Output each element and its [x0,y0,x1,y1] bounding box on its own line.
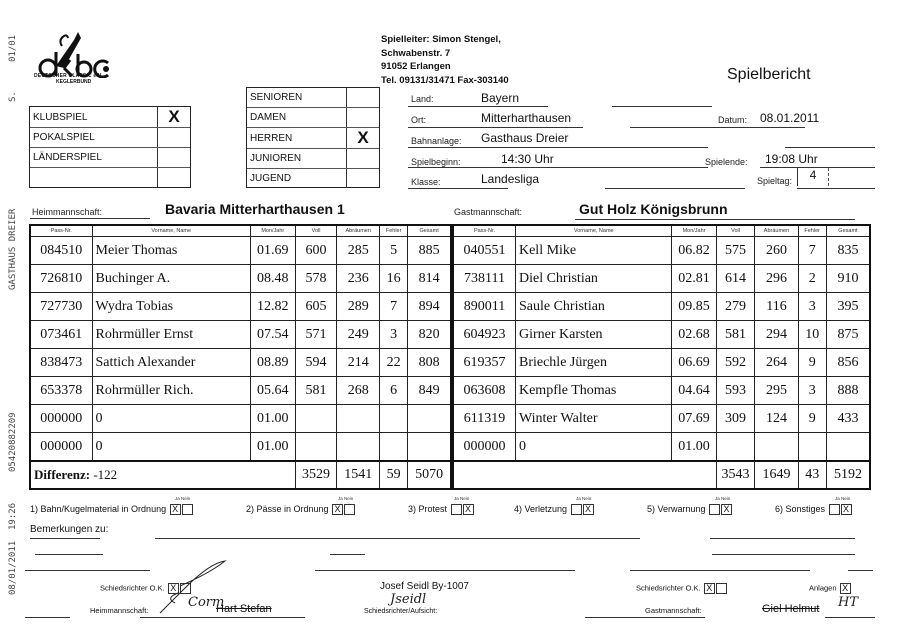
voll-score[interactable]: 592 [716,349,755,377]
gesamt-score[interactable]: 888 [826,377,870,405]
guest-name-underline [575,219,855,220]
voll-score[interactable]: 605 [295,293,337,321]
gesamt-score[interactable]: 910 [826,265,870,293]
abraeumen-score[interactable]: 260 [755,237,798,265]
guest-team-label: Gastmannschaft: [454,207,523,217]
home-total-voll: 3529 [295,461,337,489]
voll-score[interactable]: 593 [716,377,755,405]
category-jugend[interactable]: JUGEND [247,169,379,189]
voll-score[interactable] [716,433,755,462]
senioren-checkbox[interactable] [347,88,380,108]
spieltag-underline [797,188,875,189]
check-item-3: 3) Protest Ja Nein X [408,504,474,515]
spielleiter-street: Schwabenstr. 7 [381,47,451,59]
player-row [30,237,451,265]
fehler-count[interactable]: 22 [380,349,408,377]
birth-month-year[interactable]: 09.85 [672,293,716,321]
birth-month-year[interactable]: 02.68 [672,321,716,349]
spielbeginn-underline [408,167,708,168]
abraeumen-score[interactable]: 294 [755,321,798,349]
s-marker: S. [8,91,18,102]
col-pass-nr: Pass-Nr. [453,225,515,237]
voll-score[interactable]: 581 [295,377,337,405]
ja-nein-header: Ja Nein [835,496,851,501]
fehler-count[interactable]: 9 [798,405,826,433]
check-item-1: 1) Bahn/Kugelmaterial in Ordnung Ja Nein X [30,504,193,515]
category-herren[interactable]: HERREN X [247,128,379,149]
player-name[interactable]: Rohrmüller Rich. [92,377,250,405]
col-mon-jahr: Mon/Jahr [250,225,295,237]
birth-month-year[interactable]: 06.82 [672,237,716,265]
fax-number: 05420882209 [8,412,18,472]
gesamt-score[interactable]: 433 [826,405,870,433]
check-2-ja[interactable]: X [332,504,343,515]
ja-nein-header: Ja Nein [576,496,592,501]
spielleiter-city: 91052 Erlangen [381,61,451,72]
fehler-count[interactable]: 6 [380,377,408,405]
home-sign-label: Heimmannschaft: [90,606,149,615]
abraeumen-score[interactable]: 116 [755,293,798,321]
category-damen[interactable]: DAMEN [247,108,379,128]
left-referee-ok-label: Schiedsrichter O.K. [100,583,165,593]
check-3-nein[interactable]: X [463,504,474,515]
referee-signature: Jseidl [390,592,427,607]
abraeumen-score[interactable]: 285 [337,237,380,265]
datum-label: Datum: [718,115,748,125]
ort-value[interactable]: Mitterharthausen [481,111,572,125]
empty-checkbox[interactable] [158,168,191,188]
player-name[interactable]: Winter Walter [515,405,672,433]
check-item-6: 6) Sonstiges Ja Nein X [775,496,851,515]
pass-number[interactable]: 738111 [453,265,515,293]
right-referee-ok-label: Schiedsrichter O.K. [636,583,701,593]
birth-month-year[interactable]: 01.00 [250,405,295,433]
game-type-klubspiel[interactable]: KLUBSPIEL X [30,107,190,128]
voll-score[interactable]: 614 [716,265,755,293]
guest-header-row [453,225,870,237]
abraeumen-score[interactable]: 289 [337,293,380,321]
check-6-ja[interactable] [829,504,840,515]
right-referee-ok [636,583,727,594]
voll-score[interactable] [295,433,337,462]
ja-nein-header: Ja Nein [338,496,354,501]
home-sign-name: Hart Stefan [216,603,272,615]
gesamt-score[interactable]: 808 [408,349,451,377]
col-gesamt: Gesamt [408,225,451,237]
birth-month-year[interactable]: 01.00 [250,433,295,462]
remarks-line [30,538,100,539]
voll-score[interactable]: 594 [295,349,337,377]
extra-underline-1 [612,106,712,107]
col-voll: Voll [295,225,337,237]
guest-total-gesamt: 5192 [826,461,870,489]
home-total-fehler: 59 [380,461,408,489]
pass-number[interactable]: 040551 [453,237,515,265]
player-name[interactable]: 0 [515,433,672,462]
pass-number[interactable]: 619357 [453,349,515,377]
check-1-nein[interactable] [182,504,193,515]
home-label-underline [30,218,150,219]
check-4-nein[interactable]: X [583,504,594,515]
check-2-nein[interactable] [344,504,355,515]
klubspiel-checkbox[interactable]: X [158,107,191,128]
player-row [30,405,451,433]
herren-checkbox[interactable]: X [347,128,380,149]
guest-team-name[interactable]: Gut Holz Königsbrunn [579,201,728,217]
referee-label: Schiedsrichter/Aufsicht: [364,608,438,615]
home-totals-row [30,461,451,489]
player-row [30,265,451,293]
pass-number[interactable]: 838473 [30,349,92,377]
remarks-line[interactable] [330,554,365,555]
player-row [30,349,451,377]
pass-number[interactable]: 727730 [30,293,92,321]
fehler-count[interactable]: 5 [380,237,408,265]
col-abraeumen: Abräumen [755,225,798,237]
fehler-count[interactable]: 7 [798,237,826,265]
home-score-table [29,224,452,490]
col-gesamt: Gesamt [826,225,870,237]
fax-time: 19:26 [8,502,18,530]
datum-underline [630,127,805,128]
guest-totals-row [453,461,870,489]
check-5-ja[interactable] [709,504,720,515]
voll-score[interactable]: 309 [716,405,755,433]
birth-month-year[interactable]: 02.81 [672,265,716,293]
bowler-figure-icon [34,28,114,78]
check-3-ja[interactable] [451,504,462,515]
extra-underline-2 [785,147,875,148]
voll-score[interactable]: 581 [716,321,755,349]
col-pass-nr: Pass-Nr. [30,225,92,237]
birth-month-year[interactable]: 04.64 [672,377,716,405]
spielende-value[interactable]: 19:08 Uhr [765,152,818,166]
fehler-count[interactable] [380,405,408,433]
spielleiter-phone: Tel. 09131/31471 Fax-303140 [381,74,509,86]
pass-number[interactable]: 000000 [453,433,515,462]
abraeumen-score[interactable] [337,433,380,462]
pass-number[interactable]: 653378 [30,377,92,405]
spielende-label: Spielende: [705,157,748,167]
gesamt-score[interactable]: 894 [408,293,451,321]
pass-number[interactable]: 604923 [453,321,515,349]
spieltag-value[interactable]: 4 [797,168,829,186]
anlagen-label: Anlagen [809,583,837,593]
col-fehler: Fehler [798,225,826,237]
remarks-line[interactable] [630,570,810,571]
check-item-4: 4) Verletzung Ja Nein X [514,504,594,515]
remarks-line[interactable] [712,554,855,555]
abraeumen-score[interactable]: 214 [337,349,380,377]
birth-month-year[interactable]: 08.89 [250,349,295,377]
spieltag-label: Spieltag: [757,176,793,186]
col-voll: Voll [716,225,755,237]
player-name[interactable]: Meier Thomas [92,237,250,265]
guest-total-abraeumen: 1649 [755,461,798,489]
remarks-line[interactable] [25,570,150,571]
voll-score[interactable]: 578 [295,265,337,293]
abraeumen-score[interactable]: 124 [755,405,798,433]
player-row [30,433,451,462]
check-4-ja[interactable] [571,504,582,515]
fehler-count[interactable]: 3 [798,377,826,405]
birth-month-year[interactable]: 07.54 [250,321,295,349]
pass-number[interactable]: 000000 [30,405,92,433]
birth-month-year[interactable]: 05.64 [250,377,295,405]
player-name[interactable]: 0 [92,433,250,462]
signature-stroke-icon [150,558,230,618]
game-type-box [29,106,191,188]
guest-sign-line-2[interactable] [825,617,875,618]
guest-sign-name: Giel Helmut [762,603,820,615]
home-total-gesamt: 5070 [408,461,451,489]
left-referee-ok-ja[interactable]: X [168,583,179,594]
bahnanlage-underline [408,147,708,148]
player-row [453,377,870,405]
game-type-landerspiel[interactable]: LÄNDERSPIEL [30,148,190,168]
col-fehler: Fehler [380,225,408,237]
gesamt-score[interactable]: 814 [408,265,451,293]
category-senioren[interactable]: SENIOREN [247,88,379,108]
category-junioren[interactable]: JUNIOREN [247,149,379,169]
klasse-underline [408,188,508,189]
guest-total-fehler: 43 [798,461,826,489]
abraeumen-score[interactable] [755,433,798,462]
klasse-value[interactable]: Landesliga [481,172,540,186]
guest-sign-label: Gastmannschaft: [645,606,702,615]
gesamt-score[interactable] [408,433,451,462]
right-referee-ok-nein[interactable] [716,583,727,594]
fehler-count[interactable]: 2 [798,265,826,293]
guest-score-table [452,224,871,490]
gesamt-score[interactable]: 856 [826,349,870,377]
birth-month-year[interactable]: 08.48 [250,265,295,293]
page-title: Spielbericht [727,66,811,83]
pass-number[interactable]: 073461 [30,321,92,349]
ort-label: Ort: [411,115,426,125]
difference-value: -122 [93,467,118,482]
player-row [453,293,870,321]
abraeumen-score[interactable]: 264 [755,349,798,377]
fax-sender: GASTHAUS DREIER [8,208,18,290]
gesamt-score[interactable]: 875 [826,321,870,349]
fehler-count[interactable]: 9 [798,349,826,377]
remarks-label: Bemerkungen zu: [30,524,109,535]
birth-month-year[interactable]: 01.00 [672,433,716,462]
fehler-count[interactable] [380,433,408,462]
gesamt-score[interactable] [826,433,870,462]
spielbeginn-value[interactable]: 14:30 Uhr [501,152,554,166]
birth-month-year[interactable]: 12.82 [250,293,295,321]
logo-line2: KEGLERBUND [56,79,92,85]
player-row [30,293,451,321]
ja-nein-header: Ja Nein [454,496,470,501]
spielleiter-block [381,33,509,87]
voll-score[interactable]: 600 [295,237,337,265]
difference-label: Differenz: [34,467,91,482]
ort-underline [408,127,583,128]
damen-checkbox[interactable] [347,108,380,128]
player-name[interactable]: Saule Christian [515,293,672,321]
col-mon-jahr: Mon/Jahr [672,225,716,237]
klasse-label: Klasse: [411,177,441,187]
gesamt-score[interactable]: 849 [408,377,451,405]
abraeumen-score[interactable]: 249 [337,321,380,349]
player-name[interactable]: Diel Christian [515,265,672,293]
game-type-pokalspiel[interactable]: POKALSPIEL [30,128,190,148]
player-row [453,265,870,293]
player-name[interactable]: 0 [92,405,250,433]
player-row [30,377,451,405]
anlagen-checkbox[interactable]: X [840,583,851,594]
anlagen [809,583,851,594]
remarks-line[interactable] [155,538,640,539]
sign-line [25,617,70,618]
land-label: Land: [411,94,434,104]
birth-month-year[interactable]: 06.69 [672,349,716,377]
player-row [453,321,870,349]
extra-underline-3 [605,188,745,189]
pass-number[interactable]: 890011 [453,293,515,321]
spielleiter-name: Spielleiter: Simon Stengel, [381,34,501,45]
jugend-checkbox[interactable] [347,169,380,189]
guest-total-voll: 3543 [716,461,755,489]
check-item-2: 2) Pässe in Ordnung Ja Nein X [246,496,354,515]
ja-nein-header: Ja Nein [175,496,191,501]
landerspiel-checkbox[interactable] [158,148,191,168]
ja-nein-header: Ja Nein [715,496,731,501]
bahnanlage-label: Bahnanlage: [411,136,462,146]
remarks-line[interactable] [315,570,575,571]
voll-score[interactable]: 575 [716,237,755,265]
player-name[interactable]: Girner Karsten [515,321,672,349]
land-underline [408,106,548,107]
land-value[interactable]: Bayern [481,91,520,105]
abraeumen-score[interactable] [337,405,380,433]
page-marker: 01/01 [8,34,18,62]
player-row [453,433,870,462]
pass-number[interactable]: 000000 [30,433,92,462]
fax-date: 08/01/2011 [8,540,18,595]
voll-score[interactable]: 279 [716,293,755,321]
player-name[interactable]: Wydra Tobias [92,293,250,321]
player-name[interactable]: Buchinger A. [92,265,250,293]
fehler-count[interactable] [798,433,826,462]
remarks-line[interactable] [848,570,873,571]
abraeumen-score[interactable]: 268 [337,377,380,405]
remarks-line[interactable] [710,538,855,539]
player-name[interactable]: Rohrmüller Ernst [92,321,250,349]
player-row [453,405,870,433]
col-abraeumen: Abräumen [337,225,380,237]
abraeumen-score[interactable]: 296 [755,265,798,293]
abraeumen-score[interactable]: 236 [337,265,380,293]
pass-number[interactable]: 063608 [453,377,515,405]
check-6-nein[interactable]: X [841,504,852,515]
gesamt-score[interactable]: 885 [408,237,451,265]
home-header-row [30,225,451,237]
gesamt-score[interactable]: 835 [826,237,870,265]
gesamt-score[interactable]: 820 [408,321,451,349]
home-team-label: Heimmannschaft: [32,207,103,217]
pass-number[interactable]: 726810 [30,265,92,293]
col-name: Vorname, Name [515,225,672,237]
junioren-checkbox[interactable] [347,149,380,169]
pokalspiel-checkbox[interactable] [158,128,191,148]
check-5-nein[interactable]: X [721,504,732,515]
fehler-count[interactable]: 3 [380,321,408,349]
player-name[interactable]: Kempfle Thomas [515,377,672,405]
voll-score[interactable] [295,405,337,433]
gesamt-score[interactable]: 395 [826,293,870,321]
col-name: Vorname, Name [92,225,250,237]
game-type-empty[interactable] [30,168,190,188]
remarks-line[interactable] [35,554,103,555]
check-1-ja[interactable]: X [170,504,181,515]
fehler-count[interactable]: 10 [798,321,826,349]
fehler-count[interactable]: 3 [798,293,826,321]
gesamt-score[interactable] [408,405,451,433]
pass-number[interactable]: 084510 [30,237,92,265]
check-item-5: 5) Verwarnung Ja Nein X [647,496,731,515]
player-row [453,349,870,377]
birth-month-year[interactable]: 01.69 [250,237,295,265]
player-row [30,321,451,349]
player-name[interactable]: Briechle Jürgen [515,349,672,377]
player-name[interactable]: Kell Mike [515,237,672,265]
home-total-abraeumen: 1541 [337,461,380,489]
fehler-count[interactable]: 16 [380,265,408,293]
referee-name: Josef Seidl By-1007 [380,581,469,592]
player-row [453,237,870,265]
abraeumen-score[interactable]: 295 [755,377,798,405]
bahnanlage-value[interactable]: Gasthaus Dreier [481,131,569,145]
home-signature: Corm [188,595,225,610]
guest-sign-line[interactable] [585,617,705,618]
voll-score[interactable]: 571 [295,321,337,349]
right-referee-ok-ja[interactable]: X [704,583,715,594]
logo-line1: DEUTSCHER CLASSIC e.V. [34,73,103,79]
fehler-count[interactable]: 7 [380,293,408,321]
pass-number[interactable]: 611319 [453,405,515,433]
datum-value[interactable]: 08.01.2011 [760,111,820,125]
player-name[interactable]: Sattich Alexander [92,349,250,377]
home-team-name[interactable]: Bavaria Mitterharthausen 1 [165,201,345,217]
spielbeginn-label: Spielbeginn: [411,157,461,167]
birth-month-year[interactable]: 07.69 [672,405,716,433]
category-box [246,87,380,188]
guest-signature: HT [838,595,859,610]
